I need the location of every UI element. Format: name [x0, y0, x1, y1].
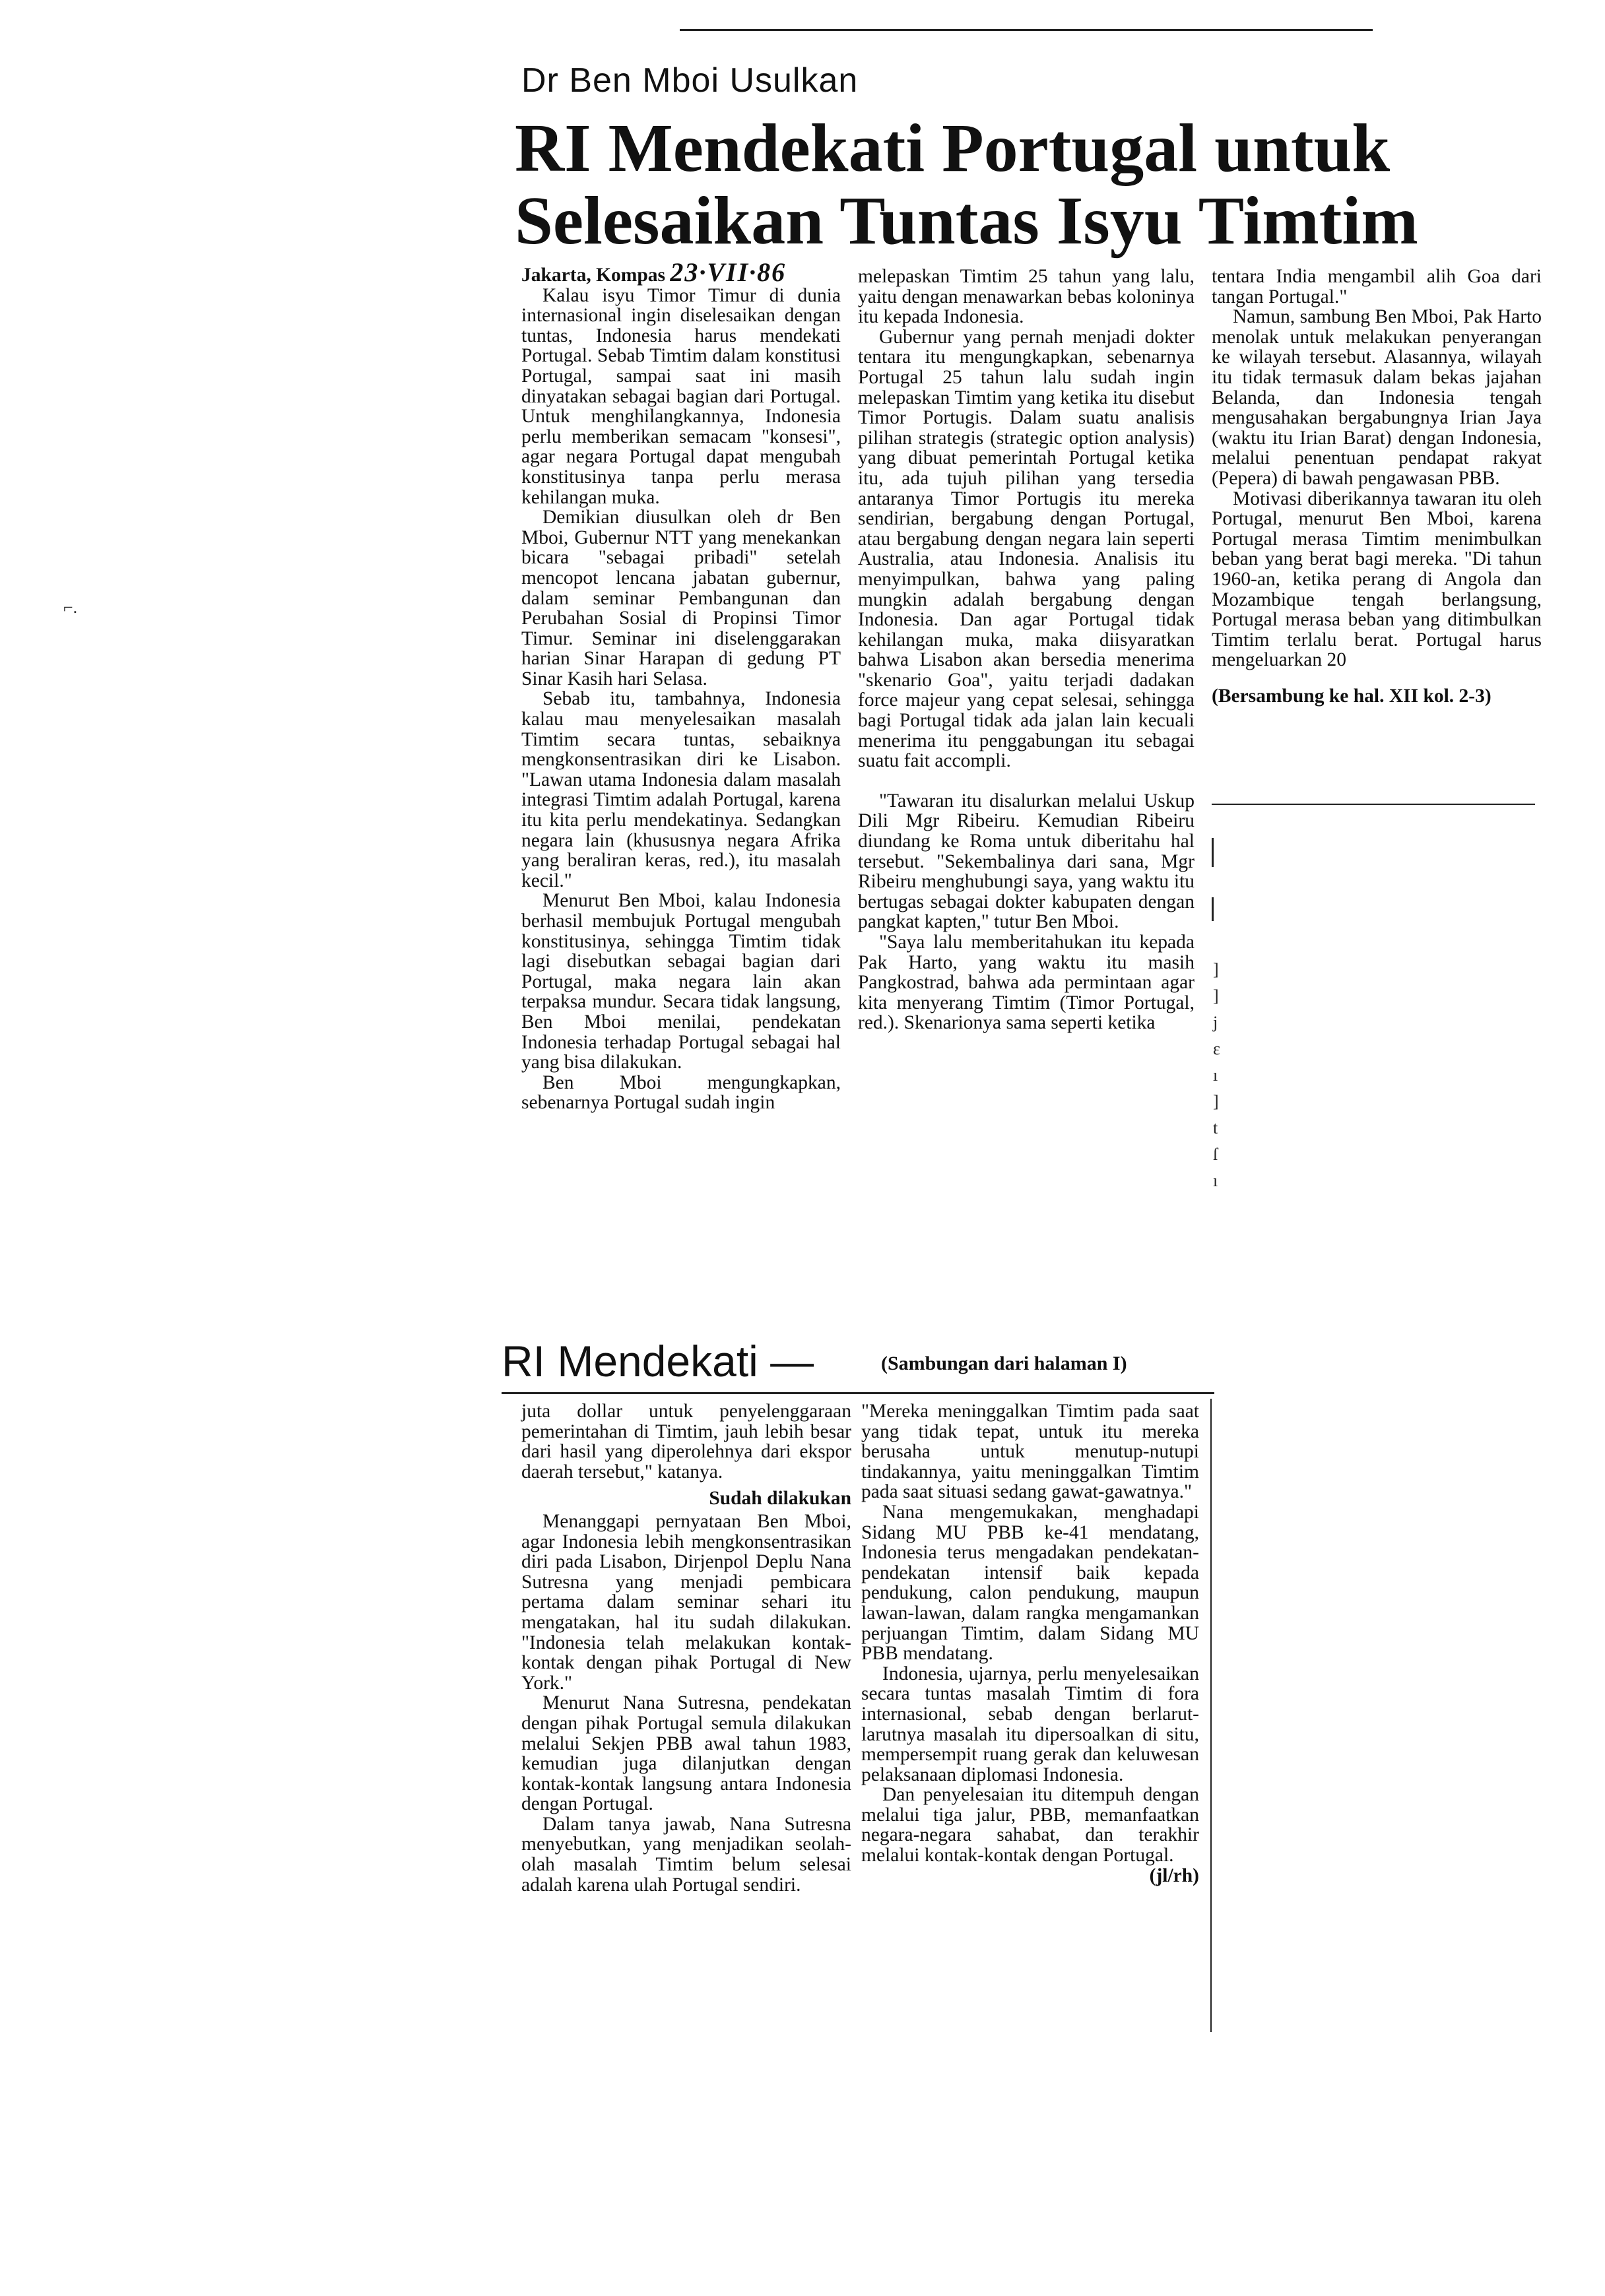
paragraph: Ben Mboi mengungkapkan, sebenarnya Portugal sudah ingin	[521, 1071, 841, 1114]
continued-underline	[1212, 804, 1535, 805]
paragraph: Dan penyelesaian itu ditempuh dengan melalui tiga jalur, PBB, memanfaatkan negara-negara sahabat, dan terakhir melalui kontak-kontak dengan Portugal.	[861, 1784, 1199, 1866]
continuation-source: (Sambungan dari halaman I)	[881, 1353, 1127, 1374]
dateline-line	[521, 257, 841, 287]
headline-line-2: Selesaikan Tuntas Isyu Timtim	[515, 183, 1418, 259]
column-divider	[1212, 838, 1214, 867]
paragraph: juta dollar untuk penyelenggaraan pemerintahan di Timtim, jauh lebih besar dari hasil yang diperolehnya dari ekspor daerah tersebut," katanya.	[521, 1401, 851, 1483]
headline	[515, 112, 1505, 257]
continuation-right-border	[1210, 1399, 1212, 2032]
paragraph: Menurut Nana Sutresna, pendekatan dengan pihak Portugal semula dilakukan melalui Sekjen PBB awal tahun 1983, kemudian juga dilanjutkan dengan kontak-kontak langsung antara Indonesia dengan Portugal.	[521, 1692, 851, 1815]
kicker: Dr Ben Mboi Usulkan	[521, 61, 859, 100]
paragraph: Dalam tanya jawab, Nana Sutresna menyebutkan, yang menjadikan seolah-olah masalah Timtim belum selesai adalah karena ulah Portugal sendiri.	[521, 1813, 851, 1896]
column-divider	[1212, 897, 1214, 921]
paragraph: Menanggapi pernyataan Ben Mboi, agar Indonesia lebih mengkonsentrasikan diri pada Lisabon, Dirjenpol Deplu Nana Sutresna yang menjadi pembicara pertama dalam seminar sehari itu mengatakan, hal itu sudah dilakukan. "Indonesia telah melakukan kontak-kontak dengan pihak Portugal di New York."	[521, 1510, 851, 1694]
article-column-2	[858, 267, 1195, 1033]
dateline: Jakarta, Kompas	[521, 265, 665, 286]
article-column-1	[521, 257, 841, 1114]
paragraph: Indonesia, ujarnya, perlu menyelesaikan secara tuntas masalah Timtim di fora internasional, sebab dengan berlarut-larutnya masalah itu dipersoalkan di situ, mempersempit ruang gerak dan keluwesan pelaksanaan diplomasi Indonesia.	[861, 1663, 1199, 1785]
subheading: Sudah dilakukan	[709, 1488, 851, 1510]
headline-line-1: RI Mendekati Portugal untuk	[515, 110, 1391, 186]
paragraph: Kalau isyu Timor Timur di dunia internasional ingin diselesaikan dengan tuntas, Indonesia harus mendekati Portugal. Sebab Timtim dalam konstitusi Portugal, sampai saat ini masih dinyatakan sebagai bagian dari Portugal. Untuk menghilangkannya, Indonesia perlu memberikan semacam "konsesi", agar negara Portugal dapat mengubah konstitusinya tanpa perlu merasa kehilangan muka.	[521, 284, 841, 508]
continuation-column-1	[521, 1401, 851, 1895]
paragraph: Namun, sambung Ben Mboi, Pak Harto menolak untuk melakukan penyerangan ke wilayah tersebut. Alasannya, wilayah itu tidak termasuk dalam bekas jajahan Belanda, dan Indonesia tengah mengusahakan bergabungnya Irian Jaya (waktu itu Irian Barat) dengan Indonesia, melalui penentuan pendapat rakyat (Pepera) di bawah pengawasan PBB.	[1212, 306, 1542, 489]
continuation-title: RI Mendekati —	[502, 1337, 814, 1386]
paragraph: "Tawaran itu disalurkan melalui Uskup Dili Mgr Ribeiru. Kemudian Ribeiru diundang ke Roma untuk diberitahu hal tersebut. "Sekembalinya dari sana, Mgr Ribeiru menghubungi saya, yang waktu itu bertugas sebagai dokter kabupaten dengan pangkat kapten," tutur Ben Mboi.	[858, 790, 1195, 933]
paragraph: "Mereka meninggalkan Timtim pada saat yang tidak tepat, untuk itu mereka berusaha untuk menutup-nutupi tindakannya, yaitu meninggalkan Timtim pada saat situasi sedang gawat-gawatnya."	[861, 1401, 1199, 1503]
continuation-column-2	[861, 1401, 1199, 1886]
stray-mark: ⌐.	[63, 598, 78, 617]
article-column-3	[1212, 267, 1542, 706]
paragraph: Gubernur yang pernah menjadi dokter tentara itu mengungkapkan, sebenarnya Portugal 25 tahun lalu sudah ingin melepaskan Timtim yang ketika itu disebut Timor Portugis. Dalam suatu analisis pilihan strategis (strategic option analysis) yang dibuat pemerintah Portugal ketika itu, ada tujuh pilihan yang tersedia antaranya Timor Portugis itu mereka sendirian, bergabung dengan Portugal, atau bergabung dengan negara lain seperti Australia, atau Indonesia. Analisis itu menyimpulkan, bahwa yang paling mungkin adalah bergabung dengan Indonesia. Dan agar Portugal tidak kehilangan muka, maka diisyaratkan bahwa Lisabon akan bersedia menerima "skenario Goa", yaitu terjadi dadakan force majeur yang cepat selesai, sehingga bagi Portugal tidak ada jalan lain kecuali menerima itu penggabungan itu sebagai suatu fait accompli.	[858, 326, 1195, 772]
paragraph: Menurut Ben Mboi, kalau Indonesia berhasil membujuk Portugal mengubah konstitusinya, sehingga Timtim tidak lagi disebutkan sebagai bagian dari Portugal, maka negara lain akan terpaksa mundur. Secara tidak langsung, Ben Mboi menilai, pendekatan Indonesia terhadap Portugal sebagai hal yang bisa dilakukan.	[521, 890, 841, 1073]
paragraph: tentara India mengambil alih Goa dari tangan Portugal."	[1212, 266, 1542, 307]
paragraph: Motivasi diberikannya tawaran itu oleh Portugal, menurut Ben Mboi, karena Portugal merasa Timtim menimbulkan beban yang berat bagi mereka. "Di tahun 1960-an, ketika perang di Angola dan Mozambique tengah berlangsung, Portugal merasa beban yang ditimbulkan Timtim terlalu berat. Portugal harus mengeluarkan 20	[1212, 488, 1542, 671]
continued-note: (Bersambung ke hal. XII kol. 2-3)	[1212, 685, 1491, 707]
paragraph: Sebab itu, tambahnya, Indonesia kalau mau menyelesaikan masalah Timtim secara tuntas, sebaiknya mengkonsentrasikan diri ke Lisabon. "Lawan utama Indonesia dalam masalah integrasi Timtim adalah Portugal, karena itu kita perlu mendekatinya. Sedangkan negara lain (khususnya negara Afrika yang beraliran keras, red.), itu masalah kecil."	[521, 688, 841, 891]
margin-marks: ] ] j ε ı ] t ſ ı	[1213, 960, 1220, 1190]
paragraph: Demikian diusulkan oleh dr Ben Mboi, Gubernur NTT yang menekankan bicara "sebagai pribadi" setelah mencopot lencana jabatan gubernur, dalam seminar Pembangunan dan Perubahan Sosial di Propinsi Timor Timur. Seminar ini diselenggarakan harian Sinar Harapan di gedung PT Sinar Kasih hari Selasa.	[521, 507, 841, 689]
handwritten-date: 23·VII·86	[670, 257, 787, 287]
continuation-rule	[502, 1392, 1214, 1394]
top-rule	[680, 29, 1373, 31]
paragraph: Nana mengemukakan, menghadapi Sidang MU PBB ke-41 mendatang, Indonesia terus mengadakan pendekatan-pendekatan intensif baik kepada pendukung, calon pendukung, maupun lawan-lawan, dalam rangka mengamankan perjuangan Timtim, dalam Sidang MU PBB mendatang.	[861, 1501, 1199, 1665]
paragraph: "Saya lalu memberitahukan itu kepada Pak Harto, yang waktu itu masih Pangkostrad, bahwa ada permintaan agar kita menyerang Timtim (Timor Portugal, red.). Skenarionya sama seperti ketika	[858, 932, 1195, 1034]
byline-initials: (jl/rh)	[1149, 1865, 1199, 1886]
paragraph: melepaskan Timtim 25 tahun yang lalu, yaitu dengan menawarkan bebas koloninya itu kepada Indonesia.	[858, 266, 1195, 328]
